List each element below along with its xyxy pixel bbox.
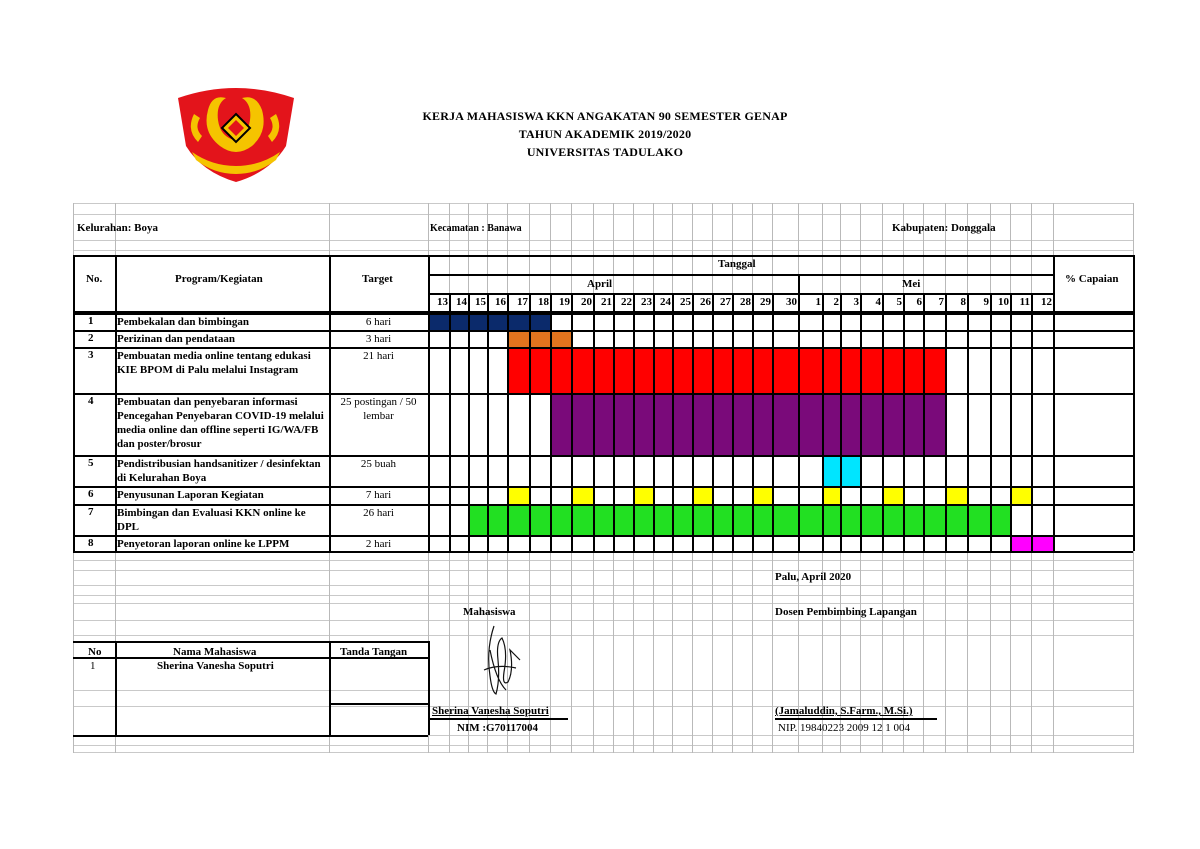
schedule-bar-cell — [822, 348, 840, 393]
schedule-bar-cell — [692, 394, 712, 455]
gridline — [73, 240, 1133, 241]
kabupaten-label: Kabupaten: Donggala — [892, 222, 996, 234]
date-label: 5 — [896, 296, 902, 308]
activity-target: 2 hari — [365, 538, 392, 550]
schedule-bar-cell — [653, 394, 672, 455]
date-label: 4 — [875, 296, 881, 308]
schedule-bar-cell — [732, 348, 752, 393]
table-border — [329, 703, 428, 705]
schedule-bar-cell — [692, 348, 712, 393]
schedule-bar-cell — [507, 314, 529, 330]
schedule-bar-cell — [487, 314, 507, 330]
schedule-bar-cell — [507, 348, 529, 393]
table-border — [571, 293, 573, 551]
schedule-bar-cell — [882, 348, 903, 393]
table-border — [672, 293, 674, 551]
table-border — [798, 293, 800, 551]
activity-name: Pendistribusian handsanitizer / desinfektan di Kelurahan Boya — [117, 458, 321, 484]
schedule-bar-cell — [923, 394, 945, 455]
schedule-bar-cell — [1010, 487, 1031, 504]
header-no: No. — [86, 273, 103, 285]
schedule-bar-cell — [633, 348, 653, 393]
date-label: 13 — [437, 296, 448, 308]
date-label: 30 — [786, 296, 797, 308]
schedule-bar-cell — [752, 505, 772, 535]
table-border — [653, 293, 655, 551]
date-label: 25 — [680, 296, 691, 308]
table-border — [990, 293, 992, 551]
table-border — [1031, 293, 1033, 551]
activity-name: Penyetoran laporan online ke LPPM — [117, 538, 290, 550]
gridline — [73, 595, 1133, 596]
table-border — [775, 718, 937, 720]
table-border — [923, 293, 925, 551]
schedule-bar-cell — [428, 314, 449, 330]
schedule-bar-cell — [653, 505, 672, 535]
date-label: 18 — [538, 296, 549, 308]
schedule-bar-cell — [571, 505, 593, 535]
activity-no: 1 — [88, 315, 94, 327]
schedule-bar-cell — [822, 456, 840, 486]
table-border — [732, 293, 734, 551]
table-border — [428, 293, 1053, 295]
header-capaian: % Capaian — [1065, 273, 1119, 285]
schedule-bar-cell — [772, 394, 798, 455]
activity-no: 5 — [88, 457, 94, 469]
gridline — [73, 214, 1133, 215]
table-border — [1053, 293, 1055, 551]
schedule-bar-cell — [798, 348, 822, 393]
schedule-bar-cell — [593, 348, 613, 393]
schedule-bar-cell — [550, 394, 571, 455]
schedule-bar-cell — [529, 348, 550, 393]
schedule-bar-cell — [772, 348, 798, 393]
gridline — [73, 203, 1133, 204]
student-no: 1 — [90, 660, 96, 672]
activity-no: 2 — [88, 332, 94, 344]
table-border — [550, 293, 552, 551]
schedule-bar-cell — [653, 348, 672, 393]
activity-target: 25 postingan / 50 lembar — [340, 396, 417, 422]
table-border — [945, 293, 947, 551]
schedule-bar-cell — [593, 505, 613, 535]
gridline — [73, 752, 1133, 753]
student-name: Sherina Vanesha Soputri — [157, 660, 274, 672]
schedule-bar-cell — [822, 487, 840, 504]
table-border — [529, 293, 531, 551]
date-label: 26 — [700, 296, 711, 308]
table-border — [428, 641, 430, 735]
schedule-bar-cell — [822, 505, 840, 535]
kecamatan-label: Kecamatan : Banawa — [430, 223, 522, 234]
date-label: 14 — [456, 296, 467, 308]
schedule-bar-cell — [571, 394, 593, 455]
date-label: 28 — [740, 296, 751, 308]
date-label: 6 — [916, 296, 922, 308]
title-line-2: TAHUN AKADEMIK 2019/2020 — [518, 127, 692, 141]
schedule-bar-cell — [1010, 536, 1031, 551]
schedule-bar-cell — [840, 348, 860, 393]
schedule-bar-cell — [507, 331, 529, 347]
schedule-bar-cell — [903, 348, 923, 393]
schedule-bar-cell — [692, 487, 712, 504]
header-mei: Mei — [902, 278, 921, 290]
table-border — [633, 293, 635, 551]
schedule-bar-cell — [712, 505, 732, 535]
title-line-1: KERJA MAHASISWA KKN ANGAKATAN 90 SEMESTER GENAP — [422, 109, 788, 123]
schedule-bar-cell — [633, 505, 653, 535]
schedule-bar-cell — [571, 487, 593, 504]
schedule-bar-cell — [882, 487, 903, 504]
dosen-nip: NIP. 19840223 2009 12 1 004 — [778, 722, 911, 734]
table-border — [73, 255, 1133, 257]
table-border — [449, 293, 451, 551]
activity-target: 3 hari — [365, 333, 392, 345]
date-label: 27 — [720, 296, 731, 308]
schedule-bar-cell — [882, 505, 903, 535]
table-border — [772, 293, 774, 551]
activity-target: 26 hari — [363, 507, 394, 519]
date-label: 23 — [641, 296, 652, 308]
table-border — [882, 293, 884, 551]
date-label: 9 — [983, 296, 989, 308]
schedule-bar-cell — [613, 348, 633, 393]
schedule-bar-cell — [903, 505, 923, 535]
table-border — [692, 293, 694, 551]
schedule-bar-cell — [507, 505, 529, 535]
date-label: 17 — [517, 296, 528, 308]
table-border — [822, 293, 824, 551]
activity-name: Pembuatan dan penyebaran informasi Pencegahan Penyebaran COVID-19 melalui media online dan offline seperti IG/WA/FB dan poster/brosur — [117, 396, 324, 450]
table-border — [73, 551, 1133, 553]
schedule-bar-cell — [468, 505, 487, 535]
schedule-bar-cell — [613, 505, 633, 535]
activity-no: 6 — [88, 488, 94, 500]
activity-target: 25 buah — [360, 458, 397, 470]
schedule-bar-cell — [507, 487, 529, 504]
schedule-bar-cell — [923, 505, 945, 535]
table-border — [967, 293, 969, 551]
schedule-bar-cell — [732, 394, 752, 455]
sig-col-nama: Nama Mahasiswa — [173, 646, 257, 658]
date-label: 11 — [1019, 296, 1030, 308]
schedule-bar-cell — [712, 394, 732, 455]
schedule-bar-cell — [923, 348, 945, 393]
activity-target: 21 hari — [363, 350, 394, 362]
table-border — [73, 735, 428, 737]
schedule-bar-cell — [672, 348, 692, 393]
schedule-bar-cell — [550, 348, 571, 393]
gridline — [73, 585, 1133, 586]
schedule-bar-cell — [903, 394, 923, 455]
date-label: 29 — [760, 296, 771, 308]
place-date: Palu, April 2020 — [775, 571, 852, 583]
date-label: 7 — [938, 296, 944, 308]
date-label: 15 — [475, 296, 486, 308]
schedule-bar-cell — [732, 505, 752, 535]
schedule-bar-cell — [571, 348, 593, 393]
table-border — [428, 274, 1053, 276]
activity-name: Bimbingan dan Evaluasi KKN online ke DPL — [117, 507, 306, 533]
schedule-bar-cell — [692, 505, 712, 535]
activity-target: 6 hari — [365, 316, 392, 328]
date-label: 12 — [1041, 296, 1052, 308]
date-label: 24 — [660, 296, 671, 308]
schedule-bar-cell — [633, 394, 653, 455]
table-border — [1133, 255, 1135, 551]
table-border — [73, 255, 75, 551]
activity-no: 7 — [88, 506, 94, 518]
header-april: April — [587, 278, 613, 290]
schedule-bar-cell — [672, 394, 692, 455]
activity-no: 3 — [88, 349, 94, 361]
table-border — [428, 293, 430, 551]
gridline — [73, 250, 1133, 251]
schedule-bar-cell — [712, 348, 732, 393]
sig-col-no: No — [88, 646, 102, 658]
table-border — [1010, 293, 1012, 551]
schedule-bar-cell — [550, 505, 571, 535]
table-border — [798, 274, 800, 293]
table-border — [329, 641, 331, 735]
date-label: 8 — [960, 296, 966, 308]
date-label: 1 — [815, 296, 821, 308]
schedule-bar-cell — [822, 394, 840, 455]
activity-name: Perizinan dan pendataan — [117, 333, 235, 345]
schedule-bar-cell — [945, 487, 967, 504]
date-label: 21 — [601, 296, 612, 308]
gridline — [73, 690, 1133, 691]
table-border — [115, 641, 117, 735]
table-border — [860, 293, 862, 551]
schedule-bar-cell — [529, 505, 550, 535]
table-border — [712, 293, 714, 551]
schedule-bar-cell — [529, 314, 550, 330]
gridline — [73, 603, 1133, 604]
schedule-bar-cell — [487, 505, 507, 535]
schedule-bar-cell — [840, 456, 860, 486]
date-label: 3 — [853, 296, 859, 308]
schedule-bar-cell — [860, 505, 882, 535]
schedule-bar-cell — [967, 505, 990, 535]
schedule-bar-cell — [633, 487, 653, 504]
schedule-bar-cell — [840, 394, 860, 455]
schedule-bar-cell — [613, 394, 633, 455]
signer-name: Sherina Vanesha Soputri — [432, 705, 549, 717]
schedule-bar-cell — [468, 314, 487, 330]
schedule-bar-cell — [550, 331, 571, 347]
table-border — [593, 293, 595, 551]
table-border — [903, 293, 905, 551]
schedule-bar-cell — [798, 394, 822, 455]
signer-nim: NIM :G70117004 — [457, 722, 538, 734]
table-border — [428, 718, 568, 720]
activity-no: 4 — [88, 395, 94, 407]
gridline — [73, 706, 1133, 707]
date-label: 10 — [998, 296, 1009, 308]
gridline — [73, 620, 1133, 621]
date-label: 19 — [559, 296, 570, 308]
header-program: Program/Kegiatan — [175, 273, 263, 285]
activity-name: Penyusunan Laporan Kegiatan — [117, 489, 264, 501]
gridline — [73, 560, 1133, 561]
date-label: 22 — [621, 296, 632, 308]
date-label: 16 — [495, 296, 506, 308]
schedule-bar-cell — [672, 505, 692, 535]
schedule-bar-cell — [860, 394, 882, 455]
schedule-bar-cell — [529, 331, 550, 347]
schedule-bar-cell — [798, 505, 822, 535]
schedule-bar-cell — [990, 505, 1010, 535]
schedule-bar-cell — [860, 348, 882, 393]
schedule-bar-cell — [945, 505, 967, 535]
schedule-bar-cell — [1031, 536, 1053, 551]
title-line-3: UNIVERSITAS TADULAKO — [526, 145, 684, 159]
sig-col-ttd: Tanda Tangan — [340, 646, 408, 658]
table-border — [468, 293, 470, 551]
schedule-bar-cell — [840, 505, 860, 535]
table-border — [840, 293, 842, 551]
schedule-bar-cell — [449, 314, 468, 330]
header-tanggal: Tanggal — [718, 258, 756, 270]
schedule-bar-cell — [772, 505, 798, 535]
table-border — [507, 293, 509, 551]
date-label: 2 — [833, 296, 839, 308]
table-border — [752, 293, 754, 551]
table-border — [487, 293, 489, 551]
schedule-bar-cell — [752, 487, 772, 504]
dosen-name: (Jamaluddin, S.Farm., M.Si.) — [775, 705, 913, 717]
gridline — [73, 570, 1133, 571]
activity-name: Pembekalan dan bimbingan — [117, 316, 250, 328]
dosen-label: Dosen Pembimbing Lapangan — [775, 606, 917, 618]
activity-name: Pembuatan media online tentang edukasi KIE BPOM di Palu melalui Instagram — [117, 350, 311, 376]
schedule-bar-cell — [752, 394, 772, 455]
activity-no: 8 — [88, 537, 94, 549]
mahasiswa-label: Mahasiswa — [463, 606, 516, 618]
table-border — [73, 641, 428, 643]
activity-target: 7 hari — [365, 489, 392, 501]
gridline — [73, 635, 1133, 636]
table-border — [613, 293, 615, 551]
schedule-bar-cell — [752, 348, 772, 393]
date-label: 20 — [581, 296, 592, 308]
kelurahan-label: Kelurahan: Boya — [77, 222, 158, 234]
gridline — [73, 745, 1133, 746]
handwritten-signature — [476, 620, 526, 700]
schedule-bar-cell — [593, 394, 613, 455]
schedule-bar-cell — [882, 394, 903, 455]
header-target: Target — [362, 273, 393, 285]
